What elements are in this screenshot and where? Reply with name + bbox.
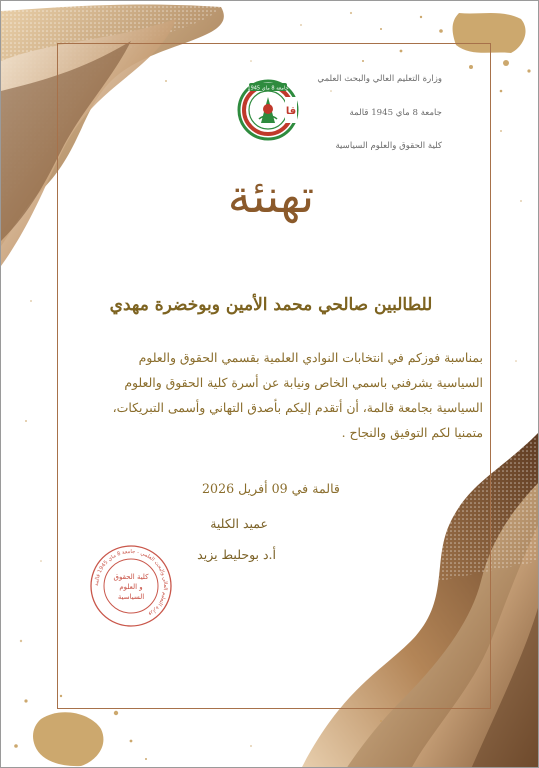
stamp-center-line-1: كلية الحقوق (113, 573, 149, 581)
logo-banner-text: جامعة 8 ماي 1945 (247, 85, 289, 92)
signature-role: عميد الكلية (210, 516, 268, 531)
signature-name: أ.د بوحليط يزيد (197, 547, 276, 562)
university-logo (237, 79, 299, 141)
certificate-title: تهنئة (227, 169, 315, 223)
stamp-center-line-2: و العلوم (119, 583, 143, 591)
ministry-name: وزارة التعليم العالي والبحث العلمي (317, 74, 442, 84)
recipient-names: للطالبين صالحي محمد الأمين وبوخضرة مهدي (109, 295, 433, 315)
faculty-stamp (89, 544, 173, 628)
body-line-4: متمنيا لكم التوفيق والنجاح . (341, 425, 483, 440)
logo-letters: قا (285, 106, 297, 117)
body-line-2: السياسية يشرفني باسمي الخاص ونيابة عن أسرة كلية الحقوق والعلوم (124, 375, 483, 390)
body-line-3: السياسية بجامعة قالمة، أن أتقدم إليكم بأصدق التهاني وأسمى التبريكات، (112, 400, 483, 415)
stamp-center-line-3: السياسية (117, 593, 145, 601)
faculty-name: كلية الحقوق والعلوم السياسية (335, 141, 442, 151)
issue-date: قالمة في 09 أفريل 2026 (202, 481, 340, 496)
stamp-ring-text: وزارة التعليم العالي والبحث العلمي - جامعة 8 ماي 1945 قالمة (93, 548, 169, 618)
body-line-1: بمناسبة فوزكم في انتخابات النوادي العلمية بقسمي الحقوق والعلوم (138, 350, 483, 365)
university-name: جامعة 8 ماي 1945 قالمة (349, 108, 442, 118)
